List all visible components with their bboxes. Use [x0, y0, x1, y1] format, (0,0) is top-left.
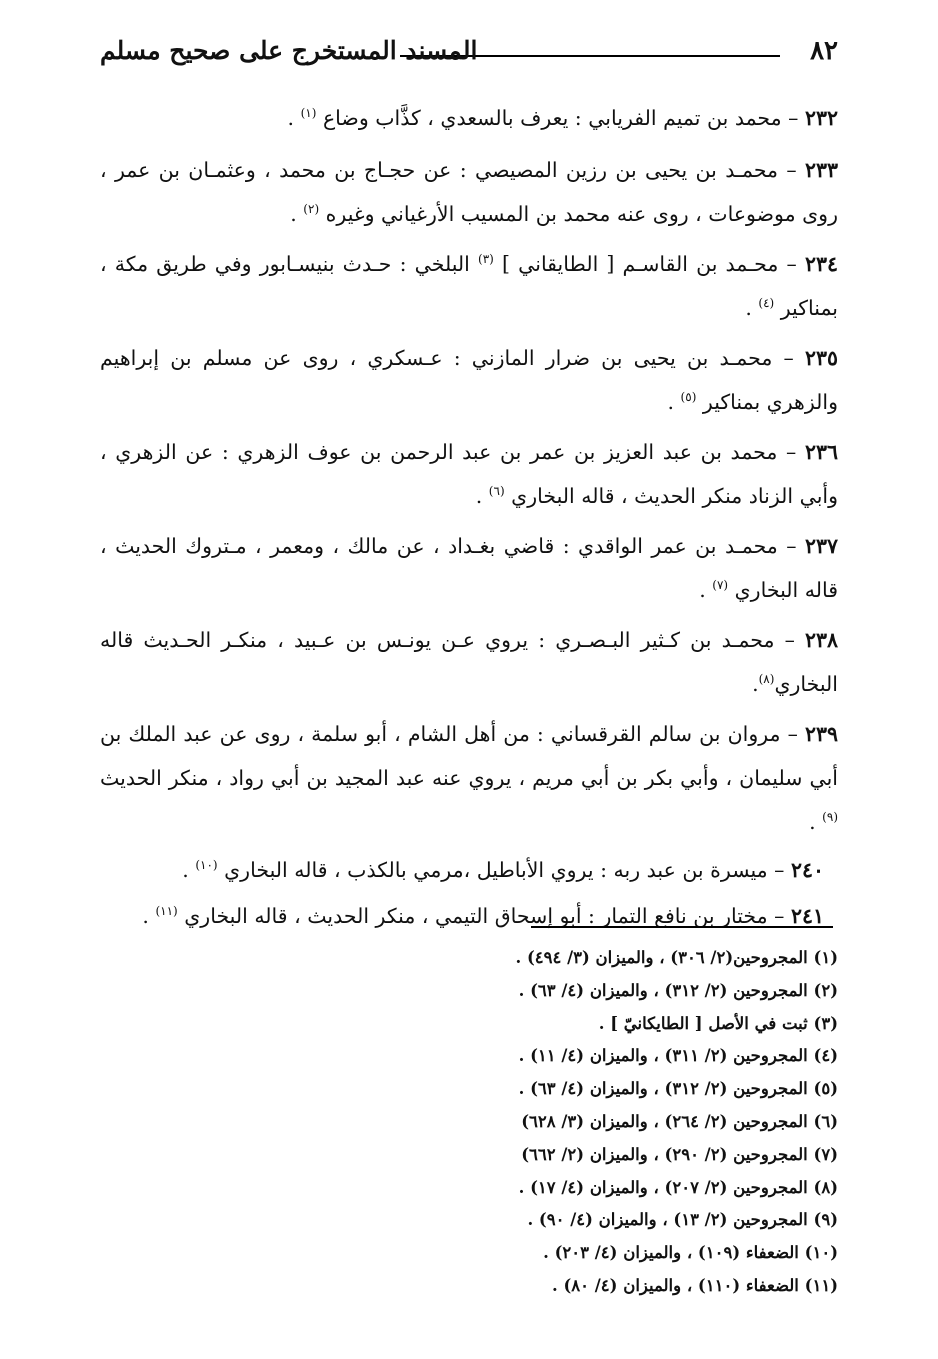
entry-text: – محـمد بن القاسـم [ الطايقاني ]: [502, 252, 797, 276]
entry-text-continued: البلخي : حـدث بنيسـابور وفي طريق مكة ، بمناكير: [100, 252, 838, 320]
entry-tail: .: [745, 296, 759, 320]
entry-232: [100, 96, 838, 140]
entry-number: ٢٣٩: [804, 722, 838, 746]
running-header: [100, 36, 838, 80]
entry-number: ٢٤١: [790, 904, 824, 928]
footnote-6: (٦) المجروحين (٢/ ٢٦٤) ، والميزان (٣/ ٦٢٨): [521, 1111, 838, 1131]
entry-233: [100, 148, 838, 236]
footnote-ref: (١١): [155, 904, 178, 919]
entry-text: – محمـد بن عمر الواقدي : قاضي بغـداد ، عن مالك ، ومعمر ، مـتروك الحديث ، قاله البخاري: [100, 534, 838, 602]
footnote-7: (٧) المجروحين (٢/ ٢٩٠) ، والميزان (٢/ ٦٦٢): [521, 1144, 838, 1164]
entry-text: – محمـد بن كـثير البـصـري : يروي عـن يونـس بن عـبيد ، منكـر الحـديث قاله البخاري: [100, 628, 838, 696]
footnote-1: (١) المجروحين(٢/ ٣٠٦) ، والميزان (٣/ ٤٩٤) .: [515, 948, 838, 967]
entry-text: – محمد بن عبد العزيز بن عمر بن عبد الرحمن بن عوف الزهري : عن الزهري ، وأبي الزناد منكر الحديث ، قاله البخاري: [100, 440, 838, 508]
entry-number: ٢٣٤: [804, 252, 838, 276]
entry-236: [100, 430, 838, 518]
entry-241: [100, 894, 838, 938]
entry-text: – ميسرة بن عبد ربه : يروي الأباطيل ،مرمي بالكذب ، قاله البخاري: [224, 858, 785, 882]
entry-text: – محمـد بن يحيى بن ضرار المازني : عـسكري ، روى عن مسلم بن إبراهيم والزهري بمناكير: [100, 346, 838, 414]
entries-list: [100, 96, 838, 938]
footnote-ref: (٢): [303, 202, 320, 217]
footnote-ref: (٣): [478, 252, 494, 267]
entry-234: [100, 242, 838, 330]
footnote-ref: (٧): [712, 578, 729, 593]
entry-tail: .: [142, 904, 156, 928]
page-number: ٨٢: [810, 36, 838, 66]
entry-number: ٢٣٧: [804, 534, 838, 558]
footnote-ref: (١): [300, 106, 317, 121]
footnote-ref: (٥): [680, 390, 697, 405]
entry-240: [100, 848, 838, 892]
footnote-ref: (٦): [488, 484, 505, 499]
entry-tail: .: [667, 390, 681, 414]
entry-tail: .: [699, 578, 713, 602]
entry-235: [100, 336, 838, 424]
footnote-3: (٣) ثبت في الأصل [ الطايكانيّ ] .: [598, 1013, 838, 1033]
footnote-10: (١٠) الضعفاء (١٠٩) ، والميزان (٤/ ٢٠٣) .: [543, 1243, 838, 1263]
book-title: المسند المستخرج على صحيح مسلم: [100, 36, 478, 65]
entry-tail: .: [475, 484, 489, 508]
entry-238: [100, 618, 838, 706]
footnotes-list: [418, 942, 838, 1303]
entry-tail: .: [182, 858, 196, 882]
entry-text: – مروان بن سالم القرقساني : من أهل الشام ، أبو سلمة ، روى عن عبد الملك بن أبي سليمان ، وأبي بكر بن أبي مريم ، يروي عنه عبد المجيد بن أبي رواد ، منكر الحديث: [100, 722, 838, 790]
entry-tail: .: [290, 202, 304, 226]
footnote-separator: [531, 926, 833, 928]
footnote-5: (٥) المجروحين (٢/ ٣١٢) ، والميزان (٤/ ٦٣) .: [518, 1079, 838, 1099]
footnote-2: (٢) المجروحين (٢/ ٣١٢) ، والميزان (٤/ ٦٣) .: [518, 980, 838, 1000]
entry-text: – مختار بن نافع التمار : أبو إسحاق التيمي ، منكر الحديث ، قاله البخاري: [184, 904, 785, 928]
footnote-ref: (١٠): [195, 858, 218, 873]
entry-number: ٢٣٥: [804, 346, 838, 370]
footnote-ref: (٨): [758, 672, 775, 687]
entry-tail: .: [287, 106, 301, 130]
entry-number: ٢٣٨: [804, 628, 838, 652]
entry-text: – محمـد بن يحيى بن رزين المصيصي : عن حجـاج بن محمد ، وعثمـان بن عمر ، روى موضوعات ، روى عنه محمد بن المسيب الأرغياني وغيره: [100, 158, 838, 226]
entry-237: [100, 524, 838, 612]
footnote-ref: (٤): [758, 296, 775, 311]
entry-239: [100, 712, 838, 844]
footnote-4: (٤) المجروحين (٢/ ٣١١) ، والميزان (٤/ ١١) .: [518, 1046, 838, 1066]
footnote-9: (٩) المجروحين (٢/ ١٣) ، والميزان (٤/ ٩٠) .: [527, 1210, 838, 1230]
entry-text: – محمد بن تميم الفريابي : يعرف بالسعدي ، كذَّاب وضاع: [322, 106, 799, 130]
entry-number: ٢٣٢: [804, 106, 838, 130]
footnote-ref: (٩): [822, 810, 838, 825]
entry-number: ٢٣٦: [804, 440, 838, 464]
entry-number: ٢٣٣: [804, 158, 838, 182]
entry-tail: .: [752, 672, 759, 696]
entry-number: ٢٤٠: [790, 858, 824, 882]
footnote-11: (١١) الضعفاء (١١٠) ، والميزان (٤/ ٨٠) .: [551, 1275, 838, 1295]
footnote-8: (٨) المجروحين (٢/ ٢٠٧) ، والميزان (٤/ ١٧) .: [518, 1177, 838, 1197]
entry-tail: .: [809, 810, 823, 834]
